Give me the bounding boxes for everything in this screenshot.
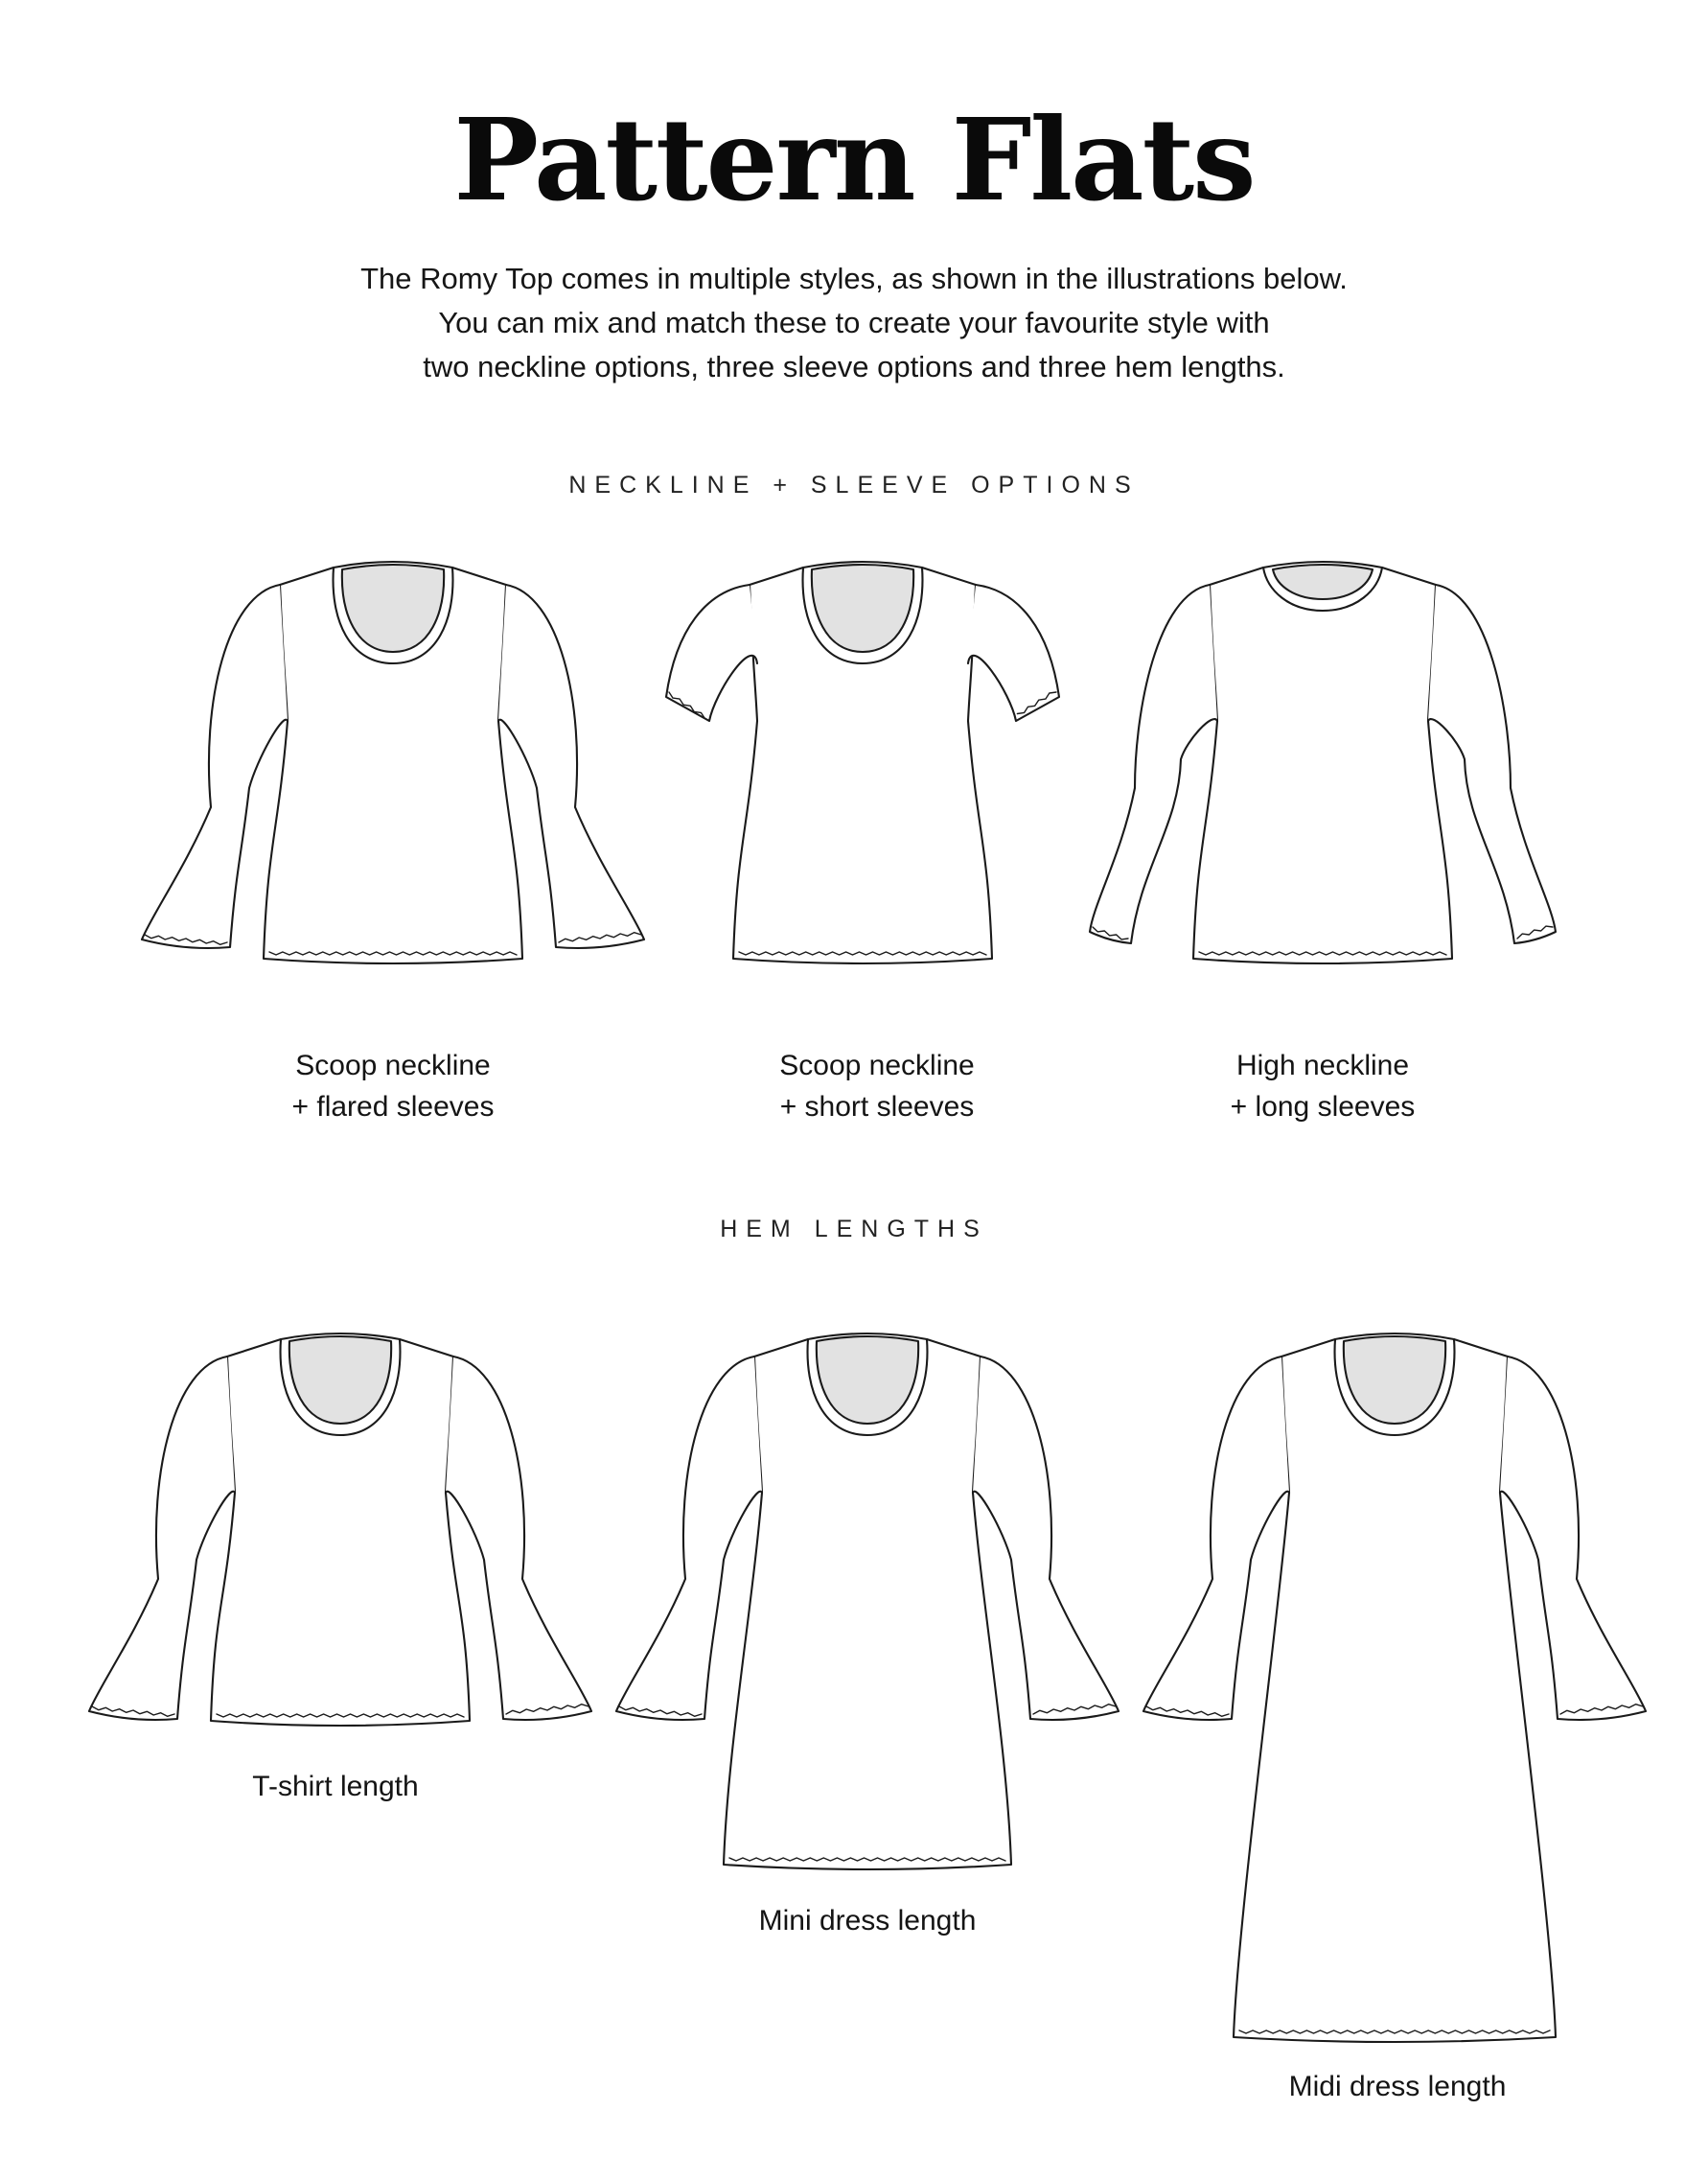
intro-paragraph [0, 257, 1708, 389]
intro-line: two neckline options, three sleeve options and three hem lengths. [423, 350, 1285, 383]
right-sleeve [973, 1357, 1119, 1720]
caption-line: Scoop neckline [779, 1050, 975, 1081]
left-sleeve [666, 585, 757, 721]
caption-line: + long sleeves [1230, 1091, 1416, 1123]
caption-line: Scoop neckline [295, 1050, 491, 1081]
left-sleeve [616, 1357, 762, 1720]
garment-illustration-long-high [1073, 556, 1572, 1007]
intro-line: The Romy Top comes in multiple styles, as shown in the illustrations below. [360, 262, 1348, 295]
page-title: Pattern Flats [453, 93, 1255, 226]
caption-line: + flared sleeves [291, 1091, 495, 1123]
garment-body [1193, 568, 1452, 963]
left-sleeve [142, 585, 288, 948]
garment-illustration-flared-scoop [125, 556, 661, 1007]
garment-illustration-short-scoop [661, 556, 1064, 1007]
garment-illustration-midi-dress-length [1145, 1328, 1644, 2056]
garment-illustration-mini-dress-length [618, 1328, 1117, 1884]
intro-line: You can mix and match these to create your favourite style with [438, 306, 1270, 339]
right-sleeve [498, 585, 644, 948]
caption-midi-dress-length: Midi dress length [1288, 2071, 1507, 2102]
left-sleeve [1143, 1357, 1289, 1720]
caption-line: High neckline [1235, 1050, 1410, 1081]
caption-mini-dress-length: Mini dress length [758, 1905, 977, 1936]
caption-flared-scoop [220, 1045, 565, 1127]
right-sleeve [968, 585, 1059, 721]
caption-line: + short sleeves [779, 1091, 975, 1123]
section-heading-neckline-sleeve: NECKLINE + SLEEVE OPTIONS [568, 472, 1140, 499]
section-heading-hem-lengths: HEM LENGTHS [720, 1216, 988, 1242]
garment-illustration-tshirt-length [91, 1328, 589, 1750]
caption-short-scoop [704, 1045, 1050, 1127]
caption-long-high [1150, 1045, 1495, 1127]
caption-tshirt-length: T-shirt length [252, 1771, 419, 1802]
right-sleeve [1500, 1357, 1646, 1720]
